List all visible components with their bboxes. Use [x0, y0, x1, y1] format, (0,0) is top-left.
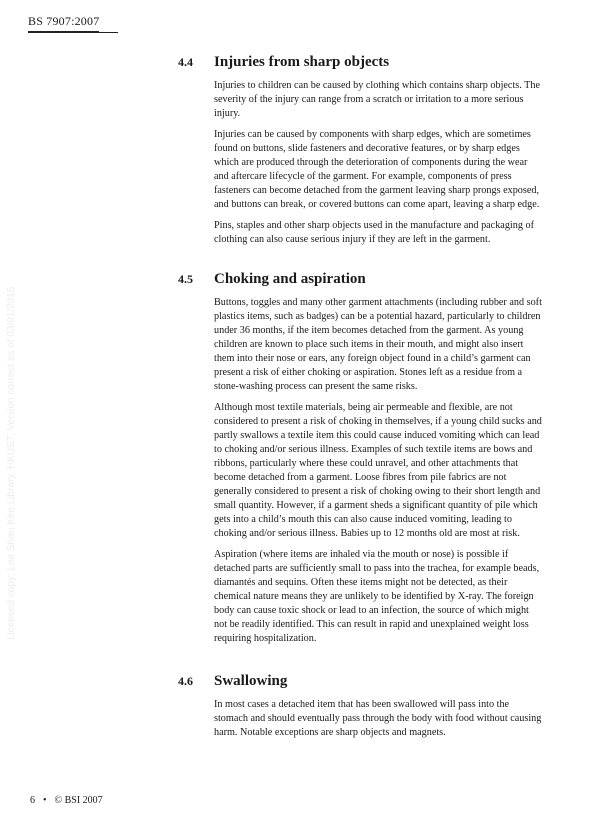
paragraph: Aspiration (where items are inhaled via the mouth or nose) is possible if detached parts are sufficiently small to pass into the trachea, for example beads, diamantés and sequins. Often these items might not be detected, as their chemical nature means they are unlikely to be identified by X-ray. The foreign body can cause toxic shock or lead to an infection, the source of which might not be readily identified. This can result in rapid and unexplained weight loss requiring hospitalization.: [214, 549, 540, 644]
section-title: Swallowing: [214, 673, 288, 689]
section-number: 4.6: [178, 674, 193, 688]
paragraph: Injuries to children can be caused by clothing which contains sharp objects. The severity of the injury can range from a scratch or irritation to a more serious injury.: [214, 80, 540, 119]
copyright-notice: © BSI 2007: [54, 795, 103, 806]
section-4-6: [178, 673, 548, 747]
section-number: 4.4: [178, 55, 193, 69]
footer-bullet: •: [43, 795, 47, 806]
paragraph: In most cases a detached item that has been swallowed will pass into the stomach and should eventually pass through the body with food without causing harm. Notable exceptions are sharp objects and magnets.: [214, 699, 542, 738]
section-body: [214, 79, 544, 247]
section-number: 4.5: [178, 272, 193, 286]
section-4-4: [178, 54, 548, 254]
section-body: [214, 296, 544, 646]
section-heading: [178, 54, 548, 71]
section-4-5: [178, 271, 548, 653]
paragraph: Although most textile materials, being air permeable and flexible, are not considered to present a risk of choking in themselves, if a young child sucks and partly swallows a textile item this could cause induced vomiting which can lead to choking and/or serious illness. Examples of such textile items are bows and ribbons, particularly where these could unravel, and other attachments that become detached from a garment. Loose fibres from pile fabrics are not generally considered to present a risk of choking owing to their short length and small quantity. However, if a garment sheds a significant quantity of pile which gets into a child’s mouth this can also cause induced vomiting, leading to choking and/or serious illness. Babies up to 12 months old are most at risk.: [214, 402, 542, 539]
paragraph: Buttons, toggles and many other garment attachments (including rubber and soft plastics items, such as badges) can be a potential hazard, particularly to children under 36 months, if the item becomes detached from the garment. As young children are known to place such items in their mouth, and might also insert them into their nose or ears, any foreign object found in a child’s garment can present a risk of either choking or aspiration. Stones left as a residue from a stone-washing process can present the same risks.: [214, 297, 542, 392]
section-title: Choking and aspiration: [214, 271, 366, 287]
header-rule: [28, 32, 118, 33]
page-footer: [30, 795, 103, 806]
page-number: 6: [30, 795, 35, 806]
section-heading: [178, 673, 548, 690]
paragraph: Pins, staples and other sharp objects used in the manufacture and packaging of clothing can also cause serious injury if they are left in the garment.: [214, 220, 534, 245]
license-watermark: Licensed copy: Lee Shau Kee Library, HKUST, Version correct as of 03/01/2015: [6, 286, 17, 640]
section-body: [214, 698, 544, 740]
section-heading: [178, 271, 548, 288]
standard-code-header: BS 7907:2007: [28, 14, 99, 33]
paragraph: Injuries can be caused by components with sharp edges, which are sometimes found on buttons, slide fasteners and decorative features, or by sharp edges which are produced through the deterioration of components during the wear and aftercare lifecycle of the garment. For example, components of press fasteners can become detached from the garment leaving sharp prongs exposed, and buttons can break, or covered buttons can come apart, leaving a sharp edge.: [214, 129, 540, 210]
section-title: Injuries from sharp objects: [214, 54, 390, 70]
